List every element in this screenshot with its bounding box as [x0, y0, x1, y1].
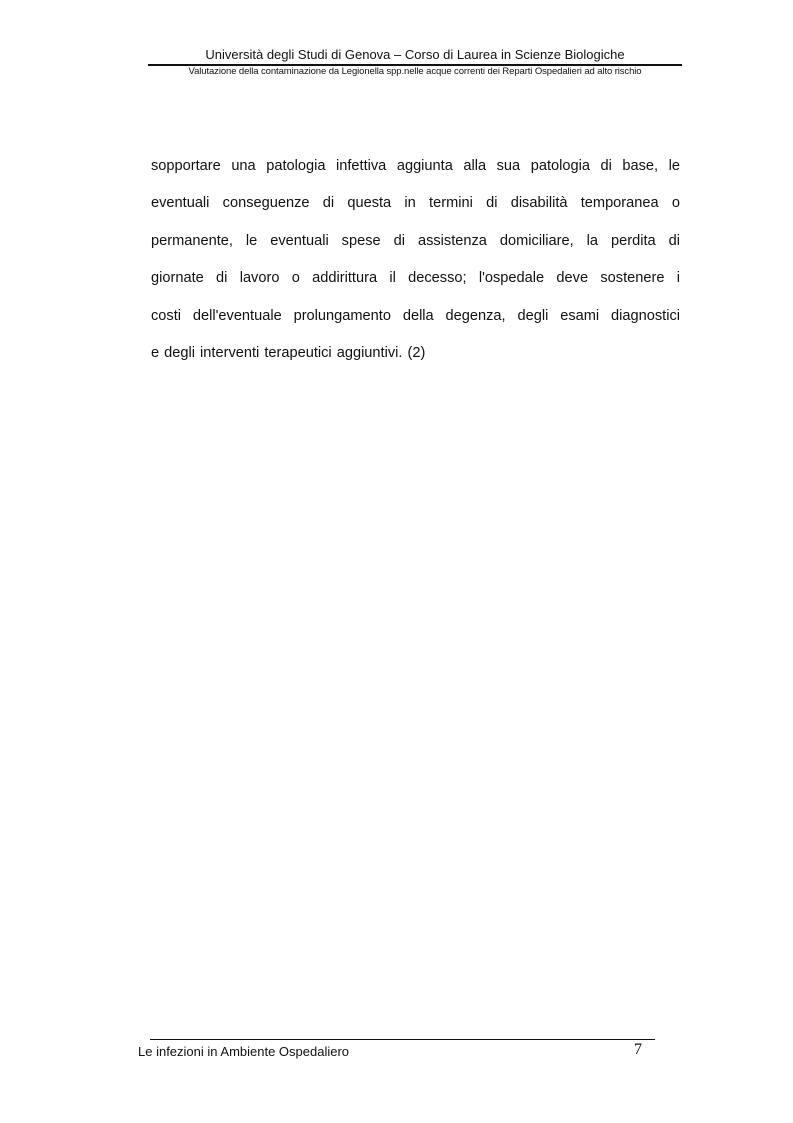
paragraph-line: eventuali conseguenze di questa in termini di disabilità temporanea o: [151, 195, 680, 212]
header-subtitle: Valutazione della contaminazione da Legionella spp.nelle acque correnti dei Reparti Ospedalieri ad alto rischio: [188, 66, 642, 77]
paragraph-line: e degli interventi terapeutici aggiuntivi. (2): [151, 345, 426, 362]
paragraph-line: costi dell'eventuale prolungamento della degenza, degli esami diagnostici: [151, 307, 680, 324]
paragraph-line: giornate di lavoro o addirittura il decesso; l'ospedale deve sostenere i: [151, 270, 680, 287]
paragraph-line: sopportare una patologia infettiva aggiunta alla sua patologia di base, le: [151, 158, 680, 174]
paragraph-line: permanente, le eventuali spese di assistenza domiciliare, la perdita di: [151, 232, 680, 249]
footer-divider: [150, 1039, 655, 1040]
page-number: 7: [634, 1041, 642, 1058]
body-paragraph: [151, 148, 680, 372]
header-title: Università degli Studi di Genova – Corso di Laurea in Scienze Biologiche: [205, 47, 625, 62]
page-header: [148, 47, 682, 78]
footer-label: Le infezioni in Ambiente Ospedaliero: [138, 1044, 350, 1059]
